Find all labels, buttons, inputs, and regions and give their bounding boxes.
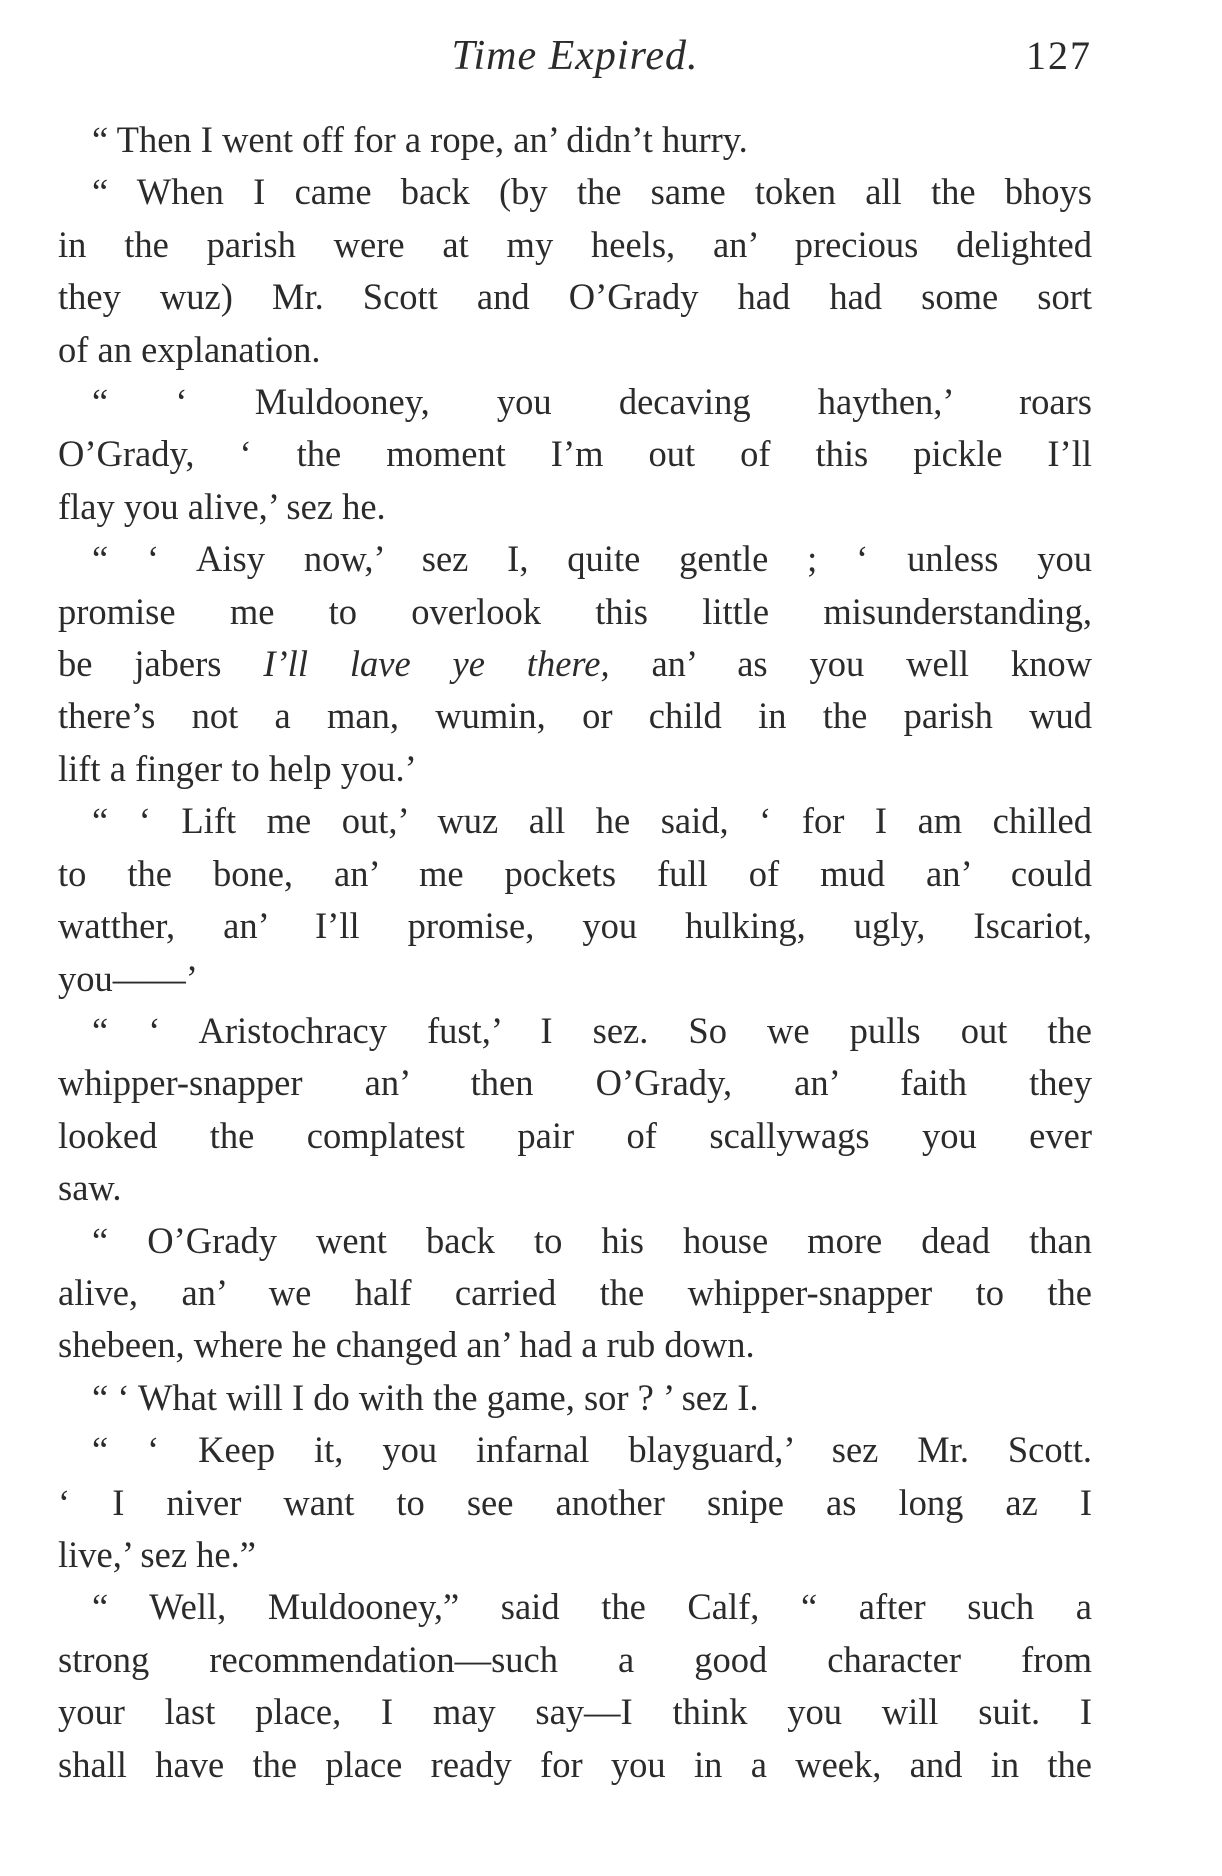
- text-line: watther, an’ I’ll promise, you hulking, ugly, Iscariot,: [58, 905, 1092, 947]
- paragraph: [58, 533, 1092, 795]
- text-line: ‘ I niver want to see another snipe as long az I: [58, 1481, 1092, 1523]
- running-head: [58, 24, 1092, 88]
- text-line: “ ‘ Muldooney, you decaving haythen,’ roars: [92, 381, 1092, 423]
- text-segment: an’ as you well know: [609, 643, 1092, 685]
- paragraph: [58, 795, 1092, 1005]
- text-line: in the parish were at my heels, an’ precious delighted: [58, 223, 1092, 265]
- text-line: lift a finger to help you.’: [58, 747, 417, 789]
- paragraph: [58, 1372, 1092, 1424]
- paragraph: [58, 1005, 1092, 1215]
- text-line: “ ‘ Aisy now,’ sez I, quite gentle ; ‘ unless you: [92, 538, 1092, 580]
- text-line: whipper-snapper an’ then O’Grady, an’ faith they: [58, 1062, 1092, 1104]
- text-line: “ ‘ What will I do with the game, sor ? ’ sez I.: [92, 1376, 759, 1418]
- running-title: Time Expired.: [451, 33, 699, 79]
- text-line: “ ‘ Aristochracy fust,’ I sez. So we pulls out the: [92, 1009, 1092, 1051]
- text-line: promise me to overlook this little misunderstanding,: [58, 590, 1092, 632]
- body-text: [58, 114, 1092, 1791]
- text-line: looked the complatest pair of scallywags you ever: [58, 1114, 1092, 1156]
- text-line: there’s not a man, wumin, or child in the parish wud: [58, 695, 1092, 737]
- paragraph: [58, 1215, 1092, 1372]
- text-line: “ Well, Muldooney,” said the Calf, “ after such a: [92, 1586, 1092, 1628]
- text-line: strong recommendation—such a good character from: [58, 1638, 1092, 1680]
- paragraph: [58, 376, 1092, 533]
- text-line: you——’: [58, 957, 198, 999]
- paragraph: [58, 1424, 1092, 1581]
- text-line: your last place, I may say—I think you will suit. I: [58, 1691, 1092, 1733]
- text-line: live,’ sez he.”: [58, 1533, 256, 1575]
- text-line: shall have the place ready for you in a week, and in the: [58, 1743, 1092, 1785]
- text-line: of an explanation.: [58, 328, 321, 370]
- text-line: flay you alive,’ sez he.: [58, 485, 386, 527]
- text-line: “ When I came back (by the same token all the bhoys: [92, 171, 1092, 213]
- text-line: “ Then I went off for a rope, an’ didn’t hurry.: [92, 119, 748, 160]
- text-line: “ ‘ Lift me out,’ wuz all he said, ‘ for I am chilled: [92, 800, 1092, 842]
- text-line: to the bone, an’ me pockets full of mud an’ could: [58, 852, 1092, 894]
- page-number: 127: [1026, 33, 1092, 78]
- text-line: “ ‘ Keep it, you infarnal blayguard,’ sez Mr. Scott.: [92, 1429, 1092, 1471]
- paragraph: [58, 1581, 1092, 1791]
- paragraph: [58, 166, 1092, 376]
- paragraph: [58, 114, 1092, 166]
- text-line: saw.: [58, 1167, 122, 1209]
- text-segment: be jabers: [58, 643, 264, 685]
- text-line: alive, an’ we half carried the whipper-snapper to the: [58, 1271, 1092, 1313]
- italic-segment: I’ll lave ye there,: [263, 643, 610, 685]
- text-line: they wuz) Mr. Scott and O’Grady had had some sort: [58, 276, 1092, 318]
- text-line: O’Grady, ‘ the moment I’m out of this pickle I’ll: [58, 433, 1092, 475]
- text-line: shebeen, where he changed an’ had a rub down.: [58, 1324, 755, 1366]
- text-line: “ O’Grady went back to his house more dead than: [92, 1219, 1092, 1261]
- text-line: [58, 638, 1092, 690]
